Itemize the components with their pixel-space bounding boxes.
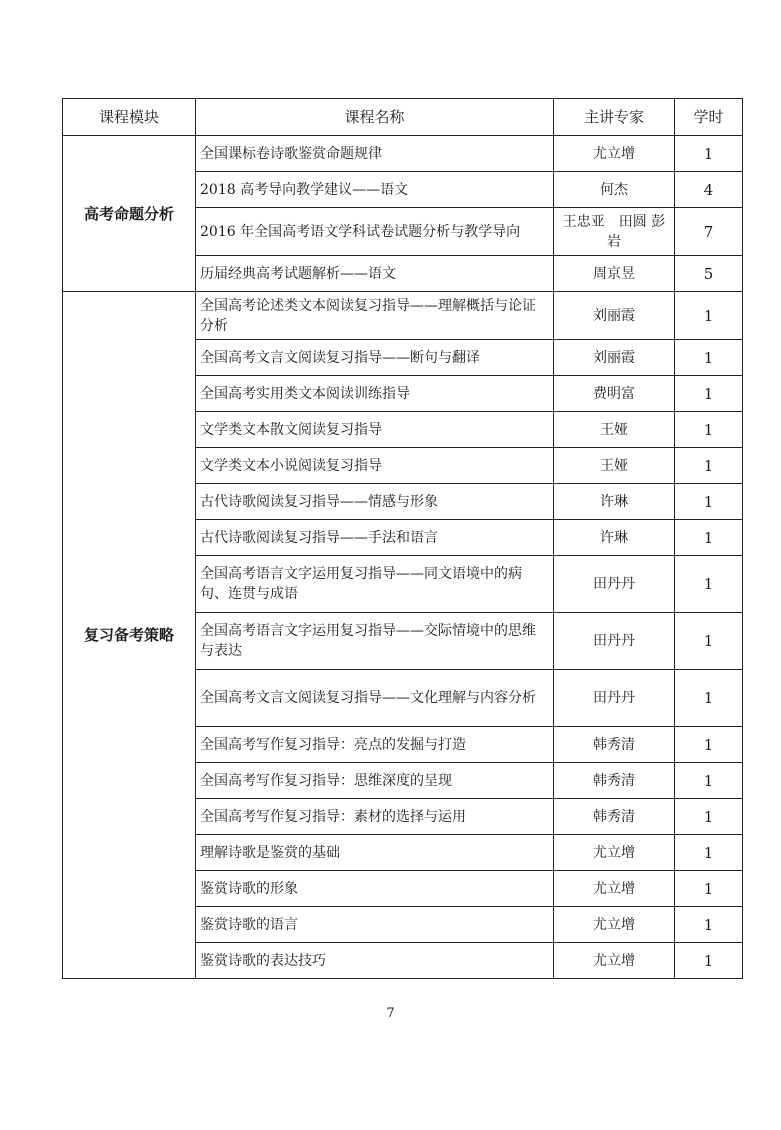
page-number: 7	[386, 1006, 395, 1021]
expert-name: 韩秀清	[554, 727, 675, 763]
expert-name: 韩秀清	[554, 799, 675, 835]
header-module: 课程模块	[63, 99, 196, 136]
course-table	[62, 98, 743, 979]
expert-name: 刘丽霞	[554, 340, 675, 376]
expert-name: 王忠亚 田圆 彭岩	[554, 208, 675, 256]
table-header-row	[63, 99, 743, 136]
expert-name: 尤立增	[554, 835, 675, 871]
hours-value: 4	[675, 172, 743, 208]
course-name: 文学类文本散文阅读复习指导	[196, 412, 554, 448]
course-name: 全国高考论述类文本阅读复习指导——理解概括与论证分析	[196, 292, 554, 340]
course-name: 全国高考语言文字运用复习指导——交际情境中的思维与表达	[196, 613, 554, 670]
hours-value: 1	[675, 484, 743, 520]
table-row	[63, 136, 743, 172]
expert-name: 尤立增	[554, 907, 675, 943]
hours-value: 1	[675, 943, 743, 979]
course-name: 全国课标卷诗歌鉴赏命题规律	[196, 136, 554, 172]
expert-name: 费明富	[554, 376, 675, 412]
hours-value: 7	[675, 208, 743, 256]
hours-value: 1	[675, 907, 743, 943]
expert-name: 周京昱	[554, 256, 675, 292]
hours-value: 5	[675, 256, 743, 292]
module-cell: 复习备考策略	[63, 292, 196, 979]
expert-name: 田丹丹	[554, 556, 675, 613]
expert-name: 许琳	[554, 520, 675, 556]
course-name: 鉴赏诗歌的形象	[196, 871, 554, 907]
course-name: 古代诗歌阅读复习指导——情感与形象	[196, 484, 554, 520]
hours-value: 1	[675, 727, 743, 763]
expert-name: 王娅	[554, 448, 675, 484]
course-name: 2016 年全国高考语文学科试卷试题分析与教学导向	[196, 208, 554, 256]
hours-value: 1	[675, 376, 743, 412]
module-cell: 高考命题分析	[63, 136, 196, 292]
expert-name: 许琳	[554, 484, 675, 520]
hours-value: 1	[675, 556, 743, 613]
hours-value: 1	[675, 340, 743, 376]
header-hours: 学时	[675, 99, 743, 136]
expert-name: 尤立增	[554, 136, 675, 172]
course-name: 全国高考文言文阅读复习指导——文化理解与内容分析	[196, 670, 554, 727]
hours-value: 1	[675, 448, 743, 484]
hours-value: 1	[675, 763, 743, 799]
course-name: 2018 高考导向教学建议——语文	[196, 172, 554, 208]
hours-value: 1	[675, 835, 743, 871]
course-name: 全国高考写作复习指导：亮点的发掘与打造	[196, 727, 554, 763]
course-name: 鉴赏诗歌的语言	[196, 907, 554, 943]
hours-value: 1	[675, 613, 743, 670]
hours-value: 1	[675, 670, 743, 727]
header-name: 课程名称	[196, 99, 554, 136]
hours-value: 1	[675, 799, 743, 835]
course-name: 文学类文本小说阅读复习指导	[196, 448, 554, 484]
course-name: 理解诗歌是鉴赏的基础	[196, 835, 554, 871]
expert-name: 田丹丹	[554, 670, 675, 727]
header-expert: 主讲专家	[554, 99, 675, 136]
course-name: 鉴赏诗歌的表达技巧	[196, 943, 554, 979]
expert-name: 尤立增	[554, 871, 675, 907]
expert-name: 刘丽霞	[554, 292, 675, 340]
hours-value: 1	[675, 412, 743, 448]
hours-value: 1	[675, 520, 743, 556]
hours-value: 1	[675, 292, 743, 340]
course-name: 全国高考实用类文本阅读训练指导	[196, 376, 554, 412]
course-name: 全国高考写作复习指导：素材的选择与运用	[196, 799, 554, 835]
hours-value: 1	[675, 871, 743, 907]
hours-value: 1	[675, 136, 743, 172]
course-name: 历届经典高考试题解析——语文	[196, 256, 554, 292]
course-name: 全国高考文言文阅读复习指导——断句与翻译	[196, 340, 554, 376]
expert-name: 田丹丹	[554, 613, 675, 670]
expert-name: 何杰	[554, 172, 675, 208]
course-name: 古代诗歌阅读复习指导——手法和语言	[196, 520, 554, 556]
expert-name: 王娅	[554, 412, 675, 448]
expert-name: 韩秀清	[554, 763, 675, 799]
course-name: 全国高考语言文字运用复习指导——同文语境中的病句、连贯与成语	[196, 556, 554, 613]
course-name: 全国高考写作复习指导：思维深度的呈现	[196, 763, 554, 799]
table-row	[63, 292, 743, 340]
expert-name: 尤立增	[554, 943, 675, 979]
